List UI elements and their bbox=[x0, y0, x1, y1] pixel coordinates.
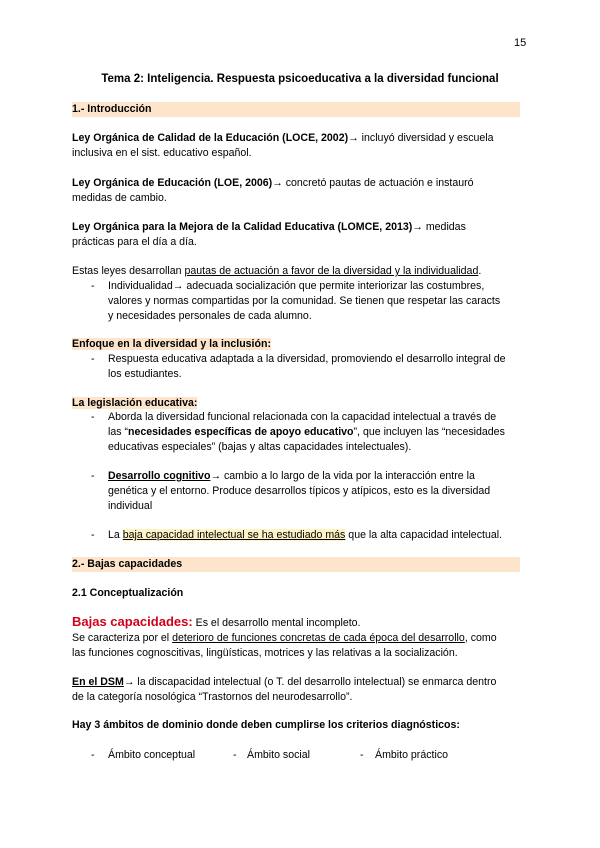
bullet-dash: - bbox=[91, 353, 95, 365]
section-2-heading: 2.- Bajas capacidades bbox=[72, 558, 183, 570]
legislacion-1-line-1: Aborda la diversidad funcional relacionada con la capacidad intelectual a través de bbox=[108, 411, 497, 423]
leyes-paragraph bbox=[72, 264, 481, 279]
bajas-def: Es el desarrollo mental incompleto. bbox=[192, 617, 361, 629]
legislacion-heading bbox=[72, 396, 197, 411]
bullet-dash: - bbox=[91, 280, 95, 292]
bullet-dash: - bbox=[91, 470, 95, 482]
caracteriza-line-1 bbox=[72, 631, 497, 646]
legislacion-2-rest: → cambio a lo largo de la vida por la interacción entre la bbox=[210, 470, 475, 482]
bullet-dash: - bbox=[91, 749, 95, 761]
individualidad-line-3: y necesidades personales de cada alumno. bbox=[108, 310, 312, 322]
ambito-conceptual: Ámbito conceptual bbox=[108, 749, 196, 761]
loce-line-2: inclusiva en el sist. educativo español. bbox=[72, 147, 252, 159]
bajas-term: Bajas capacidades: bbox=[72, 614, 193, 629]
bullet-dash: - bbox=[360, 749, 364, 761]
individualidad-line-1: Individualidad→ adecuada socialización que permite interiorizar las costumbres, bbox=[108, 280, 485, 292]
page-number: 15 bbox=[514, 37, 527, 49]
legislacion-1-pre: las “ bbox=[108, 426, 129, 438]
legislacion-3-underlined: baja capacidad intelectual se ha estudiado más bbox=[122, 529, 346, 541]
legislacion-1-post: ”, que incluyen las “necesidades bbox=[353, 426, 505, 438]
legislacion-1-line-2 bbox=[108, 425, 505, 440]
ambito-practico: Ámbito práctico bbox=[375, 749, 449, 761]
caracteriza-underlined: deterioro de funciones concretas de cada época del desarrollo bbox=[172, 632, 465, 644]
loce-text: → incluyó diversidad y escuela bbox=[348, 132, 494, 144]
bullet-dash: - bbox=[91, 529, 95, 541]
legislacion-1-bold: necesidades específicas de apoyo educativo bbox=[128, 426, 354, 438]
lomce-text: → medidas bbox=[412, 221, 466, 233]
ambito-social: Ámbito social bbox=[247, 749, 310, 761]
dsm-term: En el DSM bbox=[72, 676, 124, 688]
leyes-post: . bbox=[478, 265, 482, 277]
leyes-pre: Estas leyes desarrollan bbox=[72, 265, 185, 277]
lomce-title: Ley Orgánica para la Mejora de la Calidad Educativa (LOMCE, 2013) bbox=[72, 221, 413, 233]
desarrollo-cognitivo-term: Desarrollo cognitivo bbox=[108, 470, 211, 482]
legislacion-3-pre: La bbox=[108, 529, 123, 541]
lomce-paragraph bbox=[72, 220, 466, 235]
caracteriza-line-2: las funciones cognoscitivas, lingüísticas, motrices y las relativas a la socialización. bbox=[72, 647, 458, 659]
bullet-dash: - bbox=[233, 749, 237, 761]
enfoque-line-1: Respuesta educativa adaptada a la diversidad, promoviendo el desarrollo integral de bbox=[108, 353, 506, 365]
legislacion-2-line-3: individual bbox=[108, 500, 153, 512]
section-1-heading: 1.- Introducción bbox=[72, 103, 152, 115]
individualidad-line-2: valores y normas compartidas por la comunidad. Se tienen que respetar las caracts bbox=[108, 295, 501, 307]
dsm-line-2: de la categoría nosológica “Trastornos del neurodesarrollo”. bbox=[72, 691, 353, 703]
legislacion-2-line-2: genética y el entorno. Produce desarrollos típicos y atípicos, esto es la diversidad bbox=[108, 485, 491, 497]
legislacion-3-post: que la alta capacidad intelectual. bbox=[345, 529, 503, 541]
caracteriza-post: , como bbox=[464, 632, 497, 644]
lomce-line-2: prácticas para el día a día. bbox=[72, 236, 197, 248]
subsection-heading: 2.1 Conceptualización bbox=[72, 587, 184, 599]
legislacion-1-line-3: educativas especiales” (bajas y altas capacidades intelectuales). bbox=[108, 441, 412, 453]
loe-line-2: medidas de cambio. bbox=[72, 192, 167, 204]
enfoque-heading bbox=[72, 337, 271, 352]
page-title: Tema 2: Inteligencia. Respuesta psicoeducativa a la diversidad funcional bbox=[101, 73, 499, 85]
bullet-dash: - bbox=[91, 411, 95, 423]
loe-title: Ley Orgánica de Educación (LOE, 2006) bbox=[72, 177, 273, 189]
ambitos-heading: Hay 3 ámbitos de dominio donde deben cumplirse los criterios diagnósticos: bbox=[72, 719, 460, 731]
dsm-rest: → la discapacidad intelectual (o T. del desarrollo intelectual) se enmarca dentro bbox=[123, 676, 497, 688]
caracteriza-pre: Se caracteriza por el bbox=[72, 632, 173, 644]
leyes-underlined: pautas de actuación a favor de la diversidad y la individualidad bbox=[184, 265, 479, 277]
legislacion-3-line bbox=[108, 528, 502, 543]
loe-paragraph bbox=[72, 176, 474, 191]
loe-text: → concretó pautas de actuación e instauró bbox=[272, 177, 474, 189]
enfoque-line-2: los estudiantes. bbox=[108, 368, 182, 380]
loce-paragraph bbox=[72, 131, 494, 146]
enfoque-heading-text: Enfoque en la diversidad y la inclusión: bbox=[72, 338, 271, 350]
loce-title: Ley Orgánica de Calidad de la Educación (LOCE, 2002) bbox=[72, 132, 349, 144]
bajas-definition bbox=[72, 614, 361, 631]
legislacion-heading-text: La legislación educativa: bbox=[72, 397, 198, 409]
legislacion-2-line-1 bbox=[108, 469, 475, 484]
dsm-line-1 bbox=[72, 675, 496, 690]
